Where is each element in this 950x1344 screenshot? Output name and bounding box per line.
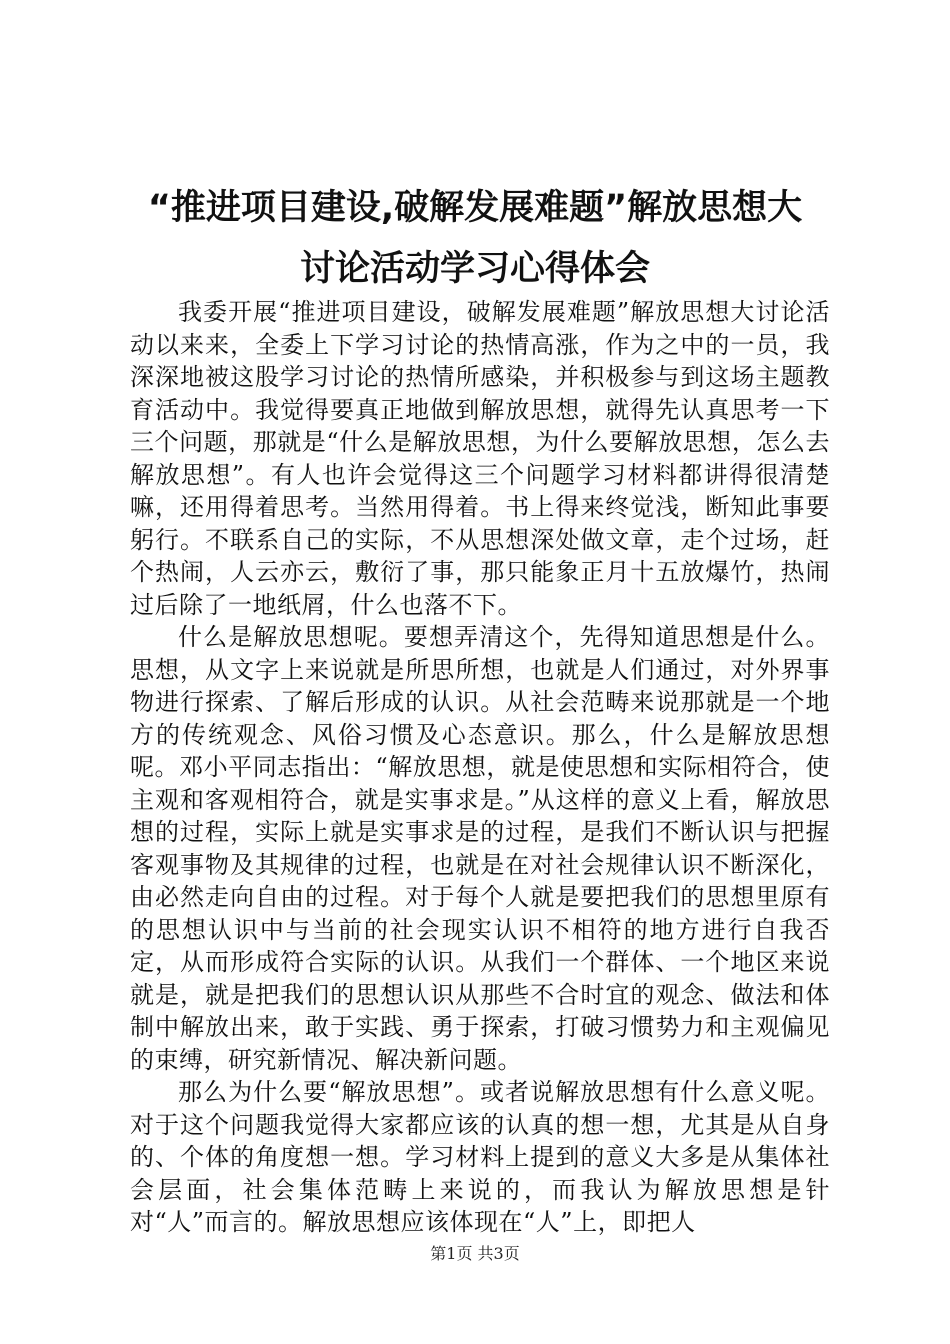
document-title-line-2: 讨论活动学习心得体会 (299, 249, 650, 289)
paragraph: 那么为什么要“解放思想”。或者说解放思想有什么意义呢。对于这个问题我觉得大家都应该的认真的想一想，尤其是从自身的、个体的角度想一想。学习材料上提到的意义大多是从集体社会层面，社会集体范畴上来说的，而我认为解放思想是针对“人”而言的。解放思想应该体现在“人”上，即把人 (130, 1078, 830, 1236)
paragraph: 我委开展“推进项目建设，破解发展难题”解放思想大讨论活动以来来，全委上下学习讨论的热情高涨，作为之中的一员，我深深地被这股学习讨论的热情所感染，并积极参与到这场主题教育活动中。我觉得要真正地做到解放思想，就得先认真思考一下三个问题，那就是“什么是解放思想，为什么要解放思想，怎么去解放思想”。有人也许会觉得这三个问题学习材料都讲得很清楚嘛，还用得着思考。当然用得着。书上得来终觉浅，断知此事要躬行。不联系自己的实际，不从思想深处做文章，走个过场，赶个热闹，人云亦云，敷衍了事，那只能象正月十五放爆竹，热闹过后除了一地纸屑，什么也落不下。 (130, 298, 830, 619)
page-number-footer: 第1页 共3页 (430, 1244, 520, 1263)
paragraph: 什么是解放思想呢。要想弄清这个，先得知道思想是什么。思想，从文字上来说就是所思所想，也就是人们通过，对外界事物进行探索、了解后形成的认识。从社会范畴来说那就是一个地方的传统观念、风俗习惯及心态意识。那么，什么是解放思想呢。邓小平同志指出：“解放思想，就是使思想和实际相符合，使主观和客观相符合，就是实事求是。”从这样的意义上看，解放思想的过程，实际上就是实事求是的过程，是我们不断认识与把握客观事物及其规律的过程，也就是在对社会规律认识不断深化，由必然走向自由的过程。对于每个人就是要把我们的思想里原有的思想认识中与当前的社会现实认识不相符的地方进行自我否定，从而形成符合实际的认识。从我们一个群体、一个地区来说就是，就是把我们的思想认识从那些不合时宜的观念、做法和体制中解放出来，敢于实践、勇于探索，打破习惯势力和主观偏见的束缚，研究新情况、解决新问题。 (130, 623, 830, 1074)
document-title-line-1: “推进项目建设,破解发展难题”解放思想大 (147, 188, 803, 228)
document-body (130, 296, 830, 1239)
